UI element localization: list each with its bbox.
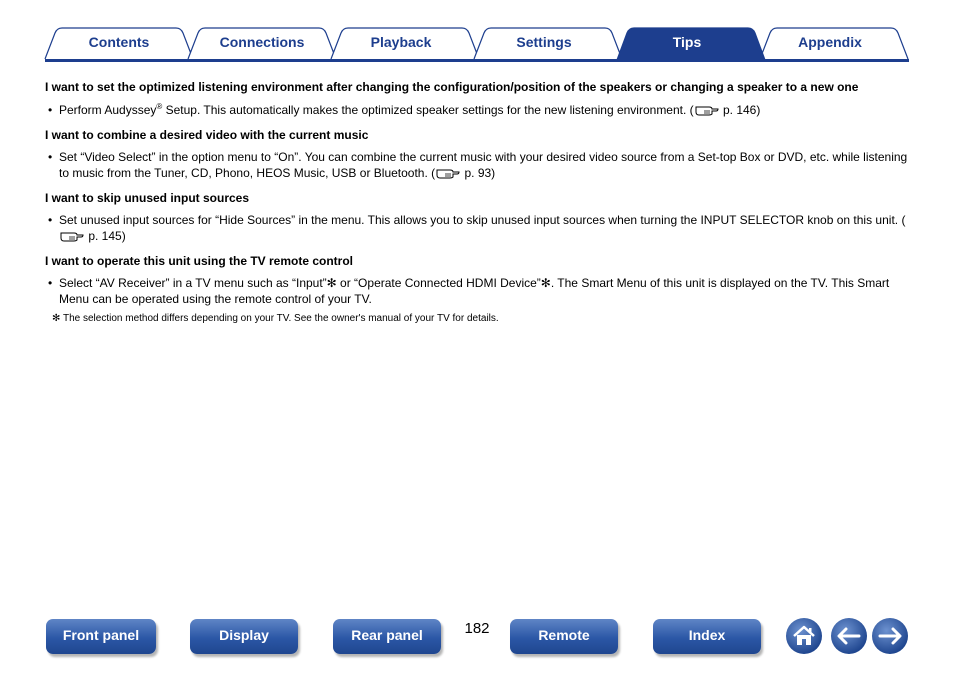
tab-settings[interactable]: Settings: [516, 34, 572, 50]
tab-connections[interactable]: Connections: [219, 34, 305, 50]
section-heading: I want to set the optimized listening environment after changing the configuration/position of the speakers or changing a speaker to a new one: [45, 80, 859, 94]
bullet: •: [48, 150, 53, 164]
index-button[interactable]: Index: [653, 619, 761, 654]
arrow-left-icon: [830, 617, 868, 655]
rear-panel-button[interactable]: Rear panel: [333, 619, 441, 654]
bullet: •: [48, 103, 53, 117]
display-button[interactable]: Display: [190, 619, 298, 654]
list-item: • Set “Video Select” in the option menu to “On”. You can combine the current music with your desired video source from a Set-top Box or DVD, etc. while listening to music from the Tuner, CD, Phono, HEOS Music, USB or Bluetooth. ( p. 93): [45, 149, 910, 183]
list-item: • Perform Audyssey® Setup. This automatically makes the optimized speaker settings for the new listening environment. ( p. 146): [45, 102, 910, 120]
tab-playback[interactable]: Playback: [370, 34, 432, 50]
page-reference-link[interactable]: p. 145): [85, 229, 126, 243]
section-heading: I want to skip unused input sources: [45, 191, 250, 205]
tab-bar: [0, 0, 954, 64]
forward-button[interactable]: [871, 617, 909, 655]
list-item: • Select “AV Receiver” in a TV menu such as “Input”✻ or “Operate Connected HDMI Device”✻. The Smart Menu of this unit is displayed on the TV. This Smart Menu can be operated using the remote control of your TV.: [48, 276, 890, 306]
list-item: • Set unused input sources for “Hide Sources” in the menu. This allows you to skip unused input sources when turning the INPUT SELECTOR knob on this unit. ( p. 145): [45, 212, 910, 246]
arrow-right-icon: [871, 617, 909, 655]
section-heading: I want to combine a desired video with the current music: [45, 128, 369, 142]
pointing-hand-icon: [60, 230, 84, 246]
tab-appendix[interactable]: Appendix: [798, 34, 862, 50]
tips-content: [45, 80, 910, 325]
home-icon: [785, 617, 823, 655]
pointing-hand-icon: [436, 167, 460, 183]
page-number: 182: [464, 620, 490, 637]
bullet: •: [48, 213, 53, 227]
pointing-hand-icon: [695, 104, 719, 120]
front-panel-button[interactable]: Front panel: [46, 619, 156, 654]
tab-tips[interactable]: Tips: [672, 34, 702, 50]
remote-button[interactable]: Remote: [510, 619, 618, 654]
page-reference-link[interactable]: p. 93): [461, 166, 496, 180]
back-button[interactable]: [830, 617, 868, 655]
section-heading: I want to operate this unit using the TV remote control: [45, 254, 354, 268]
footnote: ✻ The selection method differs depending on your TV. See the owner's manual of your TV for details.: [52, 313, 499, 324]
bullet: •: [48, 276, 53, 290]
tab-shapes: [0, 0, 954, 64]
home-button[interactable]: [785, 617, 823, 655]
page-reference-link[interactable]: p. 146): [719, 103, 761, 117]
tab-contents[interactable]: Contents: [88, 34, 150, 50]
